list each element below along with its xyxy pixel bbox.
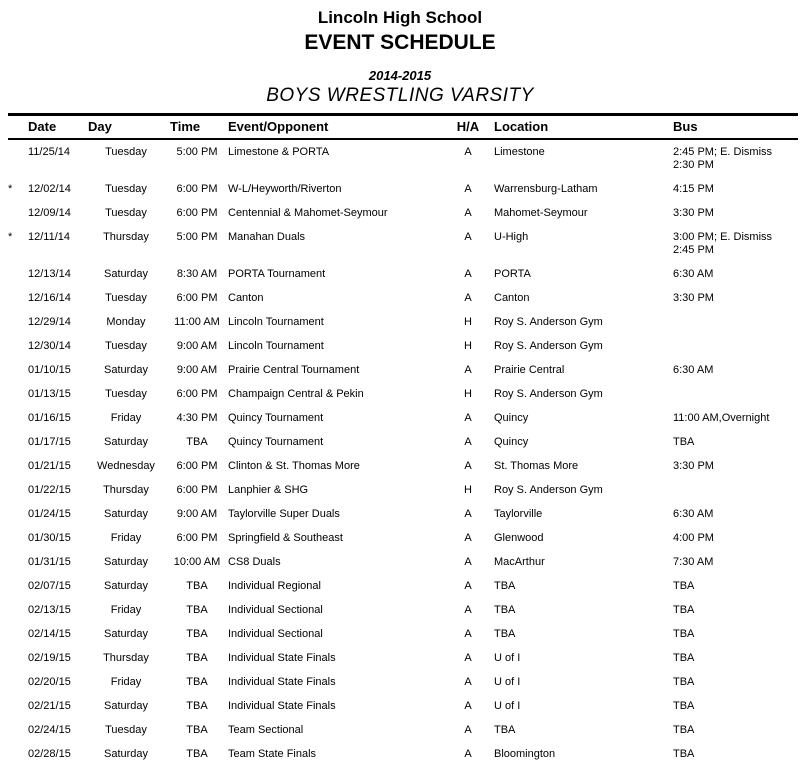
home-away: A (464, 604, 472, 616)
event-date: 12/09/14 (28, 207, 71, 219)
schedule-row (8, 310, 798, 334)
event-time: TBA (186, 580, 208, 592)
event-time: 6:00 PM (176, 183, 218, 195)
event-day: Tuesday (105, 388, 147, 400)
event-opponent: Individual Sectional (228, 604, 323, 616)
event-day: Tuesday (105, 292, 147, 304)
event-date: 01/13/15 (28, 388, 71, 400)
event-location: TBA (494, 628, 516, 640)
event-time: 6:00 PM (176, 207, 218, 219)
event-opponent: Team Sectional (228, 724, 304, 736)
event-time: 5:00 PM (176, 231, 218, 243)
schedule-row (8, 502, 798, 526)
event-opponent: Canton (228, 292, 264, 304)
event-time: TBA (186, 652, 208, 664)
event-opponent: Individual Regional (228, 580, 321, 592)
event-location: TBA (494, 724, 516, 736)
season-label: 2014-2015 (368, 68, 432, 83)
bus-time: 6:30 AM (673, 364, 714, 376)
bus-time: TBA (673, 748, 695, 760)
early-dismiss-flag (8, 670, 26, 694)
event-day: Tuesday (105, 146, 147, 158)
schedule-row (8, 406, 798, 430)
bus-time: 4:00 PM (673, 532, 714, 544)
event-date: 02/13/15 (28, 604, 71, 616)
early-dismiss-flag (8, 382, 26, 406)
schedule-row (8, 454, 798, 478)
early-dismiss-flag (8, 140, 26, 177)
schedule-table (8, 113, 798, 766)
event-time: 5:00 PM (176, 146, 218, 158)
event-time: TBA (186, 436, 208, 448)
home-away: A (464, 436, 472, 448)
schedule-row (8, 286, 798, 310)
event-day: Saturday (103, 556, 149, 568)
bus-time (666, 310, 798, 334)
home-away: A (464, 556, 472, 568)
bus-time: 2:45 PM; E. Dismiss 2:30 PM (673, 146, 773, 171)
home-away: A (464, 412, 472, 424)
home-away: A (464, 652, 472, 664)
event-location: Prairie Central (494, 364, 565, 376)
event-location: Roy S. Anderson Gym (494, 484, 603, 496)
home-away: A (464, 292, 472, 304)
event-date: 12/29/14 (28, 316, 71, 328)
event-location: Roy S. Anderson Gym (494, 316, 603, 328)
home-away: A (464, 231, 472, 243)
bus-time: 3:30 PM (673, 292, 714, 304)
event-location: Quincy (494, 412, 529, 424)
early-dismiss-flag (8, 526, 26, 550)
bus-time: TBA (673, 676, 695, 688)
schedule-row (8, 358, 798, 382)
home-away: A (464, 508, 472, 520)
column-header-flag (8, 116, 26, 138)
home-away: A (464, 724, 472, 736)
early-dismiss-flag (8, 598, 26, 622)
event-location: Warrensburg-Latham (494, 183, 598, 195)
schedule-row (8, 225, 798, 262)
event-time: 6:00 PM (176, 460, 218, 472)
event-location: U of I (494, 652, 521, 664)
table-header-row (8, 113, 798, 140)
event-opponent: PORTA Tournament (228, 268, 326, 280)
event-opponent: Manahan Duals (228, 231, 306, 243)
event-day: Friday (110, 532, 142, 544)
early-dismiss-flag (8, 406, 26, 430)
column-header-date: Date (28, 119, 57, 134)
bus-time: 11:00 AM,Overnight (673, 412, 770, 424)
event-location: U of I (494, 676, 521, 688)
schedule-body (8, 140, 798, 766)
home-away: H (464, 388, 472, 400)
event-location: Mahomet-Seymour (494, 207, 588, 219)
event-opponent: CS8 Duals (228, 556, 281, 568)
column-header-day: Day (88, 119, 112, 134)
early-dismiss-flag (8, 310, 26, 334)
event-time: 6:00 PM (176, 292, 218, 304)
event-day: Saturday (103, 628, 149, 640)
schedule-row (8, 201, 798, 225)
event-opponent: Prairie Central Tournament (228, 364, 360, 376)
event-date: 01/22/15 (28, 484, 71, 496)
bus-time: 3:30 PM (673, 460, 714, 472)
bus-time: 6:30 AM (673, 508, 714, 520)
bus-time: 4:15 PM (673, 183, 714, 195)
event-date: 01/16/15 (28, 412, 71, 424)
event-date: 02/21/15 (28, 700, 71, 712)
early-dismiss-flag (8, 574, 26, 598)
early-dismiss-flag (8, 430, 26, 454)
home-away: A (464, 268, 472, 280)
event-opponent: Lanphier & SHG (228, 484, 309, 496)
document-header (0, 0, 800, 107)
event-date: 01/31/15 (28, 556, 71, 568)
event-day: Friday (110, 604, 142, 616)
event-location: U of I (494, 700, 521, 712)
early-dismiss-flag (8, 201, 26, 225)
event-date: 02/07/15 (28, 580, 71, 592)
event-date: 02/24/15 (28, 724, 71, 736)
column-header-ha: H/A (456, 119, 480, 134)
event-opponent: Lincoln Tournament (228, 340, 324, 352)
early-dismiss-flag (8, 262, 26, 286)
early-dismiss-flag (8, 550, 26, 574)
event-time: TBA (186, 724, 208, 736)
schedule-row (8, 598, 798, 622)
bus-time: TBA (673, 700, 695, 712)
event-opponent: W-L/Heyworth/Riverton (228, 183, 342, 195)
early-dismiss-flag (8, 646, 26, 670)
column-header-event: Event/Opponent (228, 119, 329, 134)
bus-time: 3:00 PM; E. Dismiss 2:45 PM (673, 231, 773, 256)
event-opponent: Limestone & PORTA (228, 146, 330, 158)
schedule-row (8, 670, 798, 694)
early-dismiss-flag (8, 718, 26, 742)
event-day: Thursday (103, 484, 149, 496)
schedule-row (8, 646, 798, 670)
event-day: Saturday (103, 436, 149, 448)
event-opponent: Champaign Central & Pekin (228, 388, 364, 400)
event-opponent: Team State Finals (228, 748, 317, 760)
home-away: A (464, 580, 472, 592)
bus-time: 7:30 AM (673, 556, 714, 568)
event-day: Wednesday (97, 460, 155, 472)
event-location: Glenwood (494, 532, 544, 544)
schedule-row (8, 262, 798, 286)
event-day: Tuesday (105, 340, 147, 352)
schedule-row (8, 526, 798, 550)
early-dismiss-flag (8, 742, 26, 766)
bus-time: TBA (673, 436, 695, 448)
event-time: 9:00 AM (176, 364, 218, 376)
schedule-row (8, 550, 798, 574)
event-day: Saturday (103, 268, 149, 280)
event-location: Taylorville (494, 508, 543, 520)
event-location: Canton (494, 292, 530, 304)
event-location: Roy S. Anderson Gym (494, 340, 603, 352)
event-time: TBA (186, 700, 208, 712)
home-away: A (464, 628, 472, 640)
event-day: Saturday (103, 700, 149, 712)
event-location: TBA (494, 604, 516, 616)
event-date: 02/19/15 (28, 652, 71, 664)
event-time: 6:00 PM (176, 388, 218, 400)
event-location: St. Thomas More (494, 460, 579, 472)
schedule-row (8, 430, 798, 454)
event-time: 4:30 PM (176, 412, 218, 424)
event-day: Tuesday (105, 724, 147, 736)
event-date: 01/10/15 (28, 364, 71, 376)
event-day: Saturday (103, 364, 149, 376)
bus-time (666, 382, 798, 406)
event-day: Saturday (103, 748, 149, 760)
column-header-location: Location (494, 119, 549, 134)
early-dismiss-flag (8, 454, 26, 478)
team-name: BOYS WRESTLING VARSITY (266, 85, 534, 106)
event-location: U-High (494, 231, 529, 243)
column-header-time: Time (170, 119, 201, 134)
event-date: 12/30/14 (28, 340, 71, 352)
event-date: 12/11/14 (28, 231, 71, 243)
event-day: Monday (106, 316, 146, 328)
event-day: Saturday (103, 580, 149, 592)
event-time: 10:00 AM (173, 556, 221, 568)
schedule-row (8, 742, 798, 766)
bus-time: 6:30 AM (673, 268, 714, 280)
event-opponent: Taylorville Super Duals (228, 508, 340, 520)
home-away: H (464, 340, 472, 352)
event-opponent: Individual State Finals (228, 700, 336, 712)
bus-time: TBA (673, 652, 695, 664)
event-opponent: Individual State Finals (228, 652, 336, 664)
early-dismiss-flag: * (8, 183, 13, 195)
home-away: A (464, 146, 472, 158)
event-time: 6:00 PM (176, 484, 218, 496)
event-location: Quincy (494, 436, 529, 448)
event-time: 11:00 AM (174, 316, 220, 328)
schedule-row (8, 334, 798, 358)
event-date: 11/25/14 (28, 146, 71, 158)
early-dismiss-flag (8, 286, 26, 310)
event-time: 9:00 AM (176, 340, 218, 352)
home-away: A (464, 748, 472, 760)
event-opponent: Centennial & Mahomet-Seymour (228, 207, 388, 219)
event-date: 02/20/15 (28, 676, 71, 688)
event-location: Bloomington (494, 748, 556, 760)
home-away: A (464, 183, 472, 195)
event-date: 12/02/14 (28, 183, 71, 195)
early-dismiss-flag (8, 694, 26, 718)
bus-time: TBA (673, 604, 695, 616)
event-day: Tuesday (105, 183, 147, 195)
early-dismiss-flag (8, 622, 26, 646)
event-day: Friday (110, 676, 142, 688)
event-day: Friday (110, 412, 142, 424)
event-time: 9:00 AM (176, 508, 218, 520)
event-date: 01/24/15 (28, 508, 71, 520)
event-day: Thursday (103, 652, 149, 664)
home-away: A (464, 364, 472, 376)
home-away: A (464, 676, 472, 688)
event-location: Limestone (494, 146, 545, 158)
event-time: TBA (186, 628, 208, 640)
home-away: H (464, 484, 472, 496)
event-time: TBA (186, 676, 208, 688)
event-date: 12/13/14 (28, 268, 71, 280)
bus-time: TBA (673, 580, 695, 592)
event-day: Thursday (103, 231, 149, 243)
bus-time: TBA (673, 628, 695, 640)
event-opponent: Springfield & Southeast (228, 532, 343, 544)
event-opponent: Quincy Tournament (228, 436, 324, 448)
home-away: A (464, 460, 472, 472)
column-header-bus: Bus (673, 119, 698, 134)
early-dismiss-flag: * (8, 231, 13, 243)
schedule-row (8, 478, 798, 502)
event-day: Saturday (103, 508, 149, 520)
early-dismiss-flag (8, 334, 26, 358)
event-date: 02/28/15 (28, 748, 71, 760)
event-opponent: Individual Sectional (228, 628, 323, 640)
event-date: 01/17/15 (28, 436, 71, 448)
event-location: TBA (494, 580, 516, 592)
bus-time: 3:30 PM (673, 207, 714, 219)
schedule-row (8, 140, 798, 177)
home-away: H (464, 316, 472, 328)
event-time: 6:00 PM (176, 532, 218, 544)
event-opponent: Lincoln Tournament (228, 316, 324, 328)
schedule-row (8, 382, 798, 406)
bus-time (666, 334, 798, 358)
event-date: 12/16/14 (28, 292, 71, 304)
schedule-row (8, 694, 798, 718)
event-time: TBA (186, 748, 208, 760)
school-name: Lincoln High School (317, 8, 483, 27)
event-date: 01/21/15 (28, 460, 71, 472)
event-location: PORTA (494, 268, 531, 280)
document-title: EVENT SCHEDULE (304, 31, 496, 54)
home-away: A (464, 532, 472, 544)
event-time: 8:30 AM (176, 268, 218, 280)
event-opponent: Quincy Tournament (228, 412, 324, 424)
schedule-row (8, 177, 798, 201)
schedule-row (8, 622, 798, 646)
home-away: A (464, 700, 472, 712)
home-away: A (464, 207, 472, 219)
schedule-row (8, 718, 798, 742)
early-dismiss-flag (8, 358, 26, 382)
event-day: Tuesday (105, 207, 147, 219)
bus-time (666, 478, 798, 502)
event-opponent: Clinton & St. Thomas More (228, 460, 360, 472)
early-dismiss-flag (8, 478, 26, 502)
event-time: TBA (186, 604, 208, 616)
schedule-row (8, 574, 798, 598)
event-date: 01/30/15 (28, 532, 71, 544)
event-opponent: Individual State Finals (228, 676, 336, 688)
bus-time: TBA (673, 724, 695, 736)
early-dismiss-flag (8, 502, 26, 526)
event-location: MacArthur (494, 556, 545, 568)
event-date: 02/14/15 (28, 628, 71, 640)
event-location: Roy S. Anderson Gym (494, 388, 603, 400)
